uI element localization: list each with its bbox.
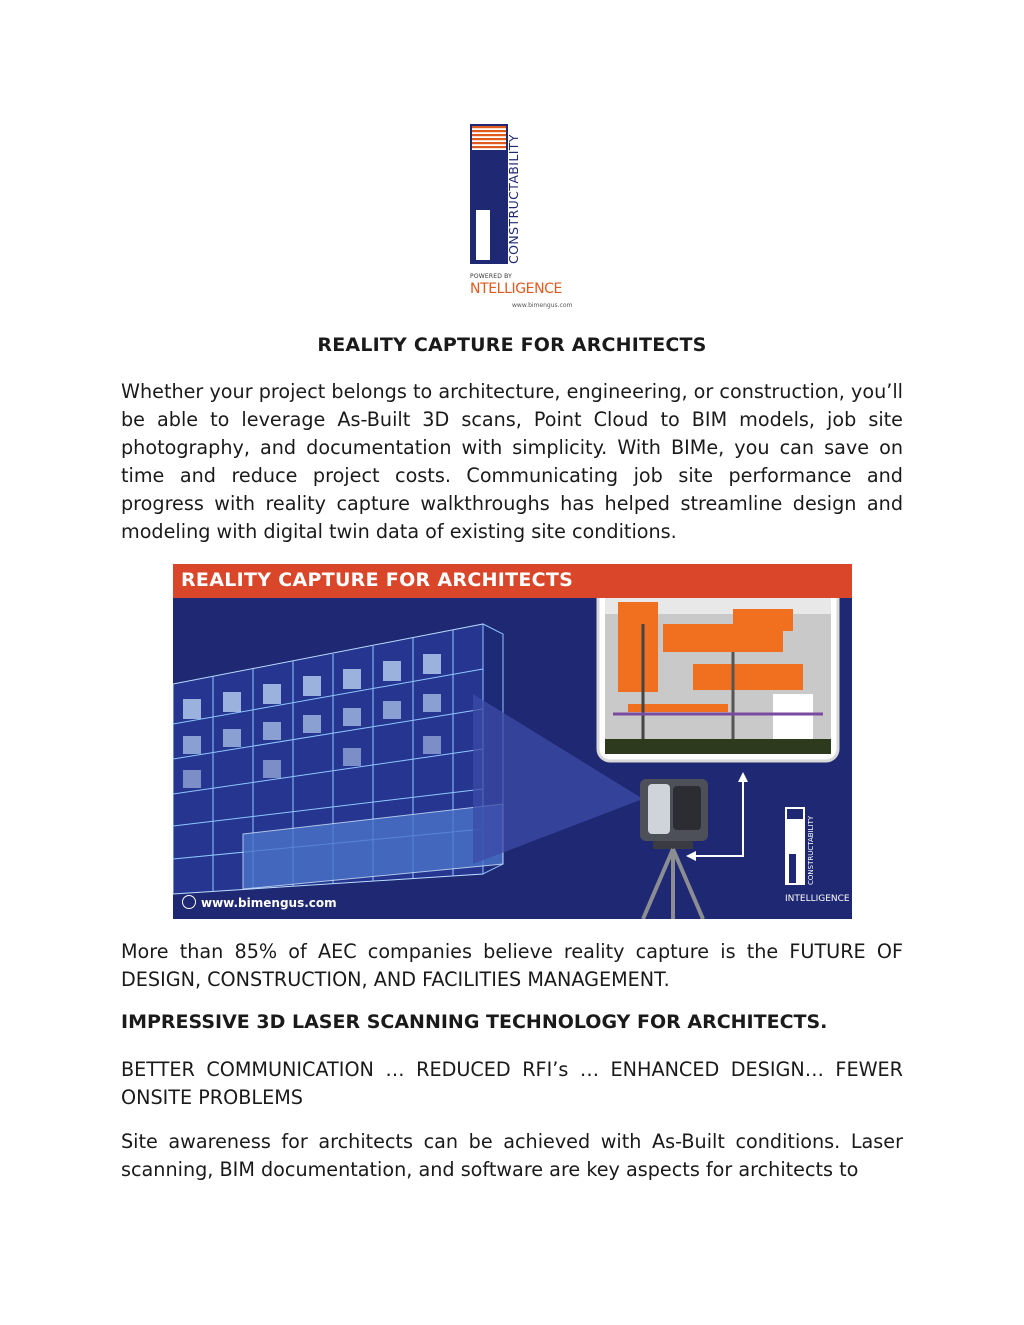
banner-logo-brand: INTELLIGENCE <box>785 894 850 904</box>
site-awareness-paragraph: Site awareness for architects can be achieved with As-Built conditions. Laser scanning, BIM documentation, and software are key aspects for architects to <box>121 1130 903 1181</box>
logo-powered-by: POWERED BY <box>470 273 513 280</box>
logo-vertical-text: CONSTRUCTABILITY <box>506 134 521 264</box>
banner-logo-vertical-text: CONSTRUCTABILITY <box>807 815 815 885</box>
logo-door <box>476 210 490 260</box>
globe-icon <box>182 895 196 909</box>
intro-paragraph: Whether your project belongs to architecture, engineering, or construction, you’ll be able to leverage As-Built 3D scans, Point Cloud to BIM models, job site photography, and documentation with simplicity. With BIMe, you can save on time and reduce project costs. Communicating job site performance and progress with reality capture walkthroughs has helped streamline design and modeling with digital twin data of existing site conditions. <box>121 380 903 543</box>
banner-logo <box>785 807 815 885</box>
section-heading: IMPRESSIVE 3D LASER SCANNING TECHNOLOGY FOR ARCHITECTS. <box>121 1011 828 1033</box>
building-wireframe <box>173 624 503 894</box>
point-cloud-inset <box>598 576 838 761</box>
benefits-paragraph: BETTER COMMUNICATION … REDUCED RFI’s … ENHANCED DESIGN… FEWER ONSITE PROBLEMS <box>121 1058 903 1109</box>
banner-url: www.bimengus.com <box>201 896 337 910</box>
constructability-logo-mark <box>462 118 608 273</box>
statistic-paragraph: More than 85% of AEC companies believe reality capture is the FUTURE OF DESIGN, CONSTRUCTION, AND FACILITIES MANAGEMENT. <box>121 940 903 991</box>
logo-url: www.bimengus.com <box>512 302 573 309</box>
laser-scanner <box>640 779 708 919</box>
page-title: REALITY CAPTURE FOR ARCHITECTS <box>317 334 707 356</box>
banner-title: REALITY CAPTURE FOR ARCHITECTS <box>181 569 574 591</box>
logo-brand: NTELLIGENCE <box>470 281 562 297</box>
banner-illustration <box>173 564 852 919</box>
banner-title-bar <box>173 564 852 598</box>
reality-capture-banner <box>173 564 852 919</box>
constructability-logo <box>462 118 608 316</box>
